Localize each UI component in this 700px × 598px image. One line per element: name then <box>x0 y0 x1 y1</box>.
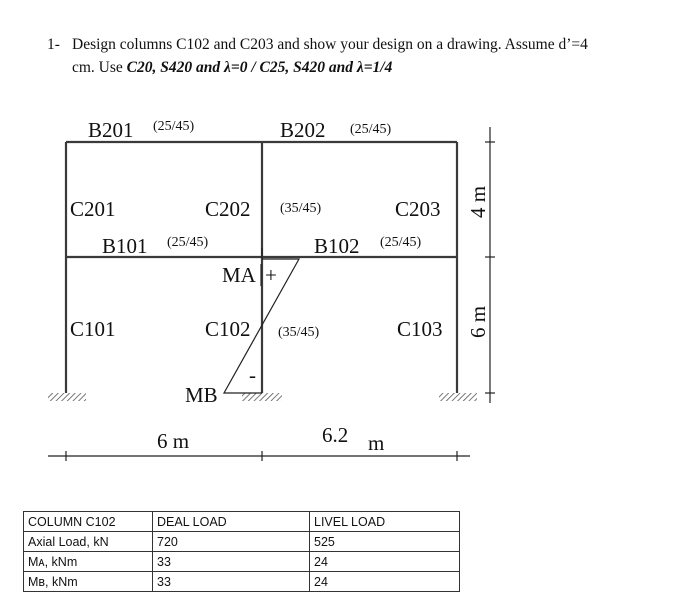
beam-b102-label: B102 <box>314 234 360 258</box>
table-cell: 33 <box>153 572 310 592</box>
column-c103-label: C103 <box>397 317 443 341</box>
table-header-row <box>24 512 460 532</box>
table-cell: 24 <box>310 572 460 592</box>
material-spec: C20, S420 and λ=0 / C25, S420 and λ=1/4 <box>126 59 393 76</box>
column-c201-label: C201 <box>70 197 116 221</box>
dim-span-1: 6 m <box>157 429 190 453</box>
support-middle <box>242 393 282 401</box>
problem-line-1: Design columns C102 and C203 and show your design on a drawing. Assume d’=4 <box>72 36 588 53</box>
problem-line-2 <box>72 56 677 79</box>
beam-b201-size: (25/45) <box>153 119 195 134</box>
vertical-dimension <box>466 127 495 403</box>
column-c202-label: C202 <box>205 197 251 221</box>
table-row <box>24 572 460 592</box>
load-table <box>23 511 460 592</box>
beam-b101-size: (25/45) <box>167 235 209 250</box>
column-c102-label: C102 <box>205 317 251 341</box>
dim-story-bottom: 6 m <box>466 305 490 338</box>
beam-b102-size: (25/45) <box>380 235 422 250</box>
dim-span-2-number: 6.2 <box>322 423 349 447</box>
table-row <box>24 552 460 572</box>
moment-b-sign: - <box>249 363 256 387</box>
table-cell: 33 <box>153 552 310 572</box>
beam-b202-size: (25/45) <box>350 122 392 137</box>
column-c102-size: (35/45) <box>278 325 320 340</box>
support-left <box>48 393 86 401</box>
support-right <box>439 393 477 401</box>
dim-story-top: 4 m <box>466 185 490 218</box>
table-cell: 24 <box>310 552 460 572</box>
table-row <box>24 532 460 552</box>
supports <box>48 393 477 401</box>
table-header-cell: DEAL LOAD <box>153 512 310 532</box>
moment-a-sign: + <box>265 263 277 287</box>
table-cell: Mʙ, kNm <box>24 572 153 592</box>
table-cell: Axial Load, kN <box>24 532 153 552</box>
table-cell: 720 <box>153 532 310 552</box>
table-header-cell: LIVEL LOAD <box>310 512 460 532</box>
table-cell: Mᴀ, kNm <box>24 552 153 572</box>
dim-span-2-unit: m <box>368 431 385 455</box>
column-c202-size: (35/45) <box>280 201 322 216</box>
beam-b101-label: B101 <box>102 234 148 258</box>
moment-a-label: MA <box>222 263 256 287</box>
problem-statement <box>47 33 677 79</box>
beam-b202-label: B202 <box>280 118 326 142</box>
frame-drawing <box>0 100 700 470</box>
moment-b-label: MB <box>185 383 218 407</box>
problem-number: 1- <box>47 36 60 53</box>
problem-text <box>72 33 677 79</box>
table-cell: 525 <box>310 532 460 552</box>
table-header-cell: COLUMN C102 <box>24 512 153 532</box>
horizontal-dimension <box>48 423 470 461</box>
beam-b201-label: B201 <box>88 118 134 142</box>
column-c203-label: C203 <box>395 197 441 221</box>
problem-line-2-prefix: cm. Use <box>72 59 127 76</box>
column-c101-label: C101 <box>70 317 116 341</box>
